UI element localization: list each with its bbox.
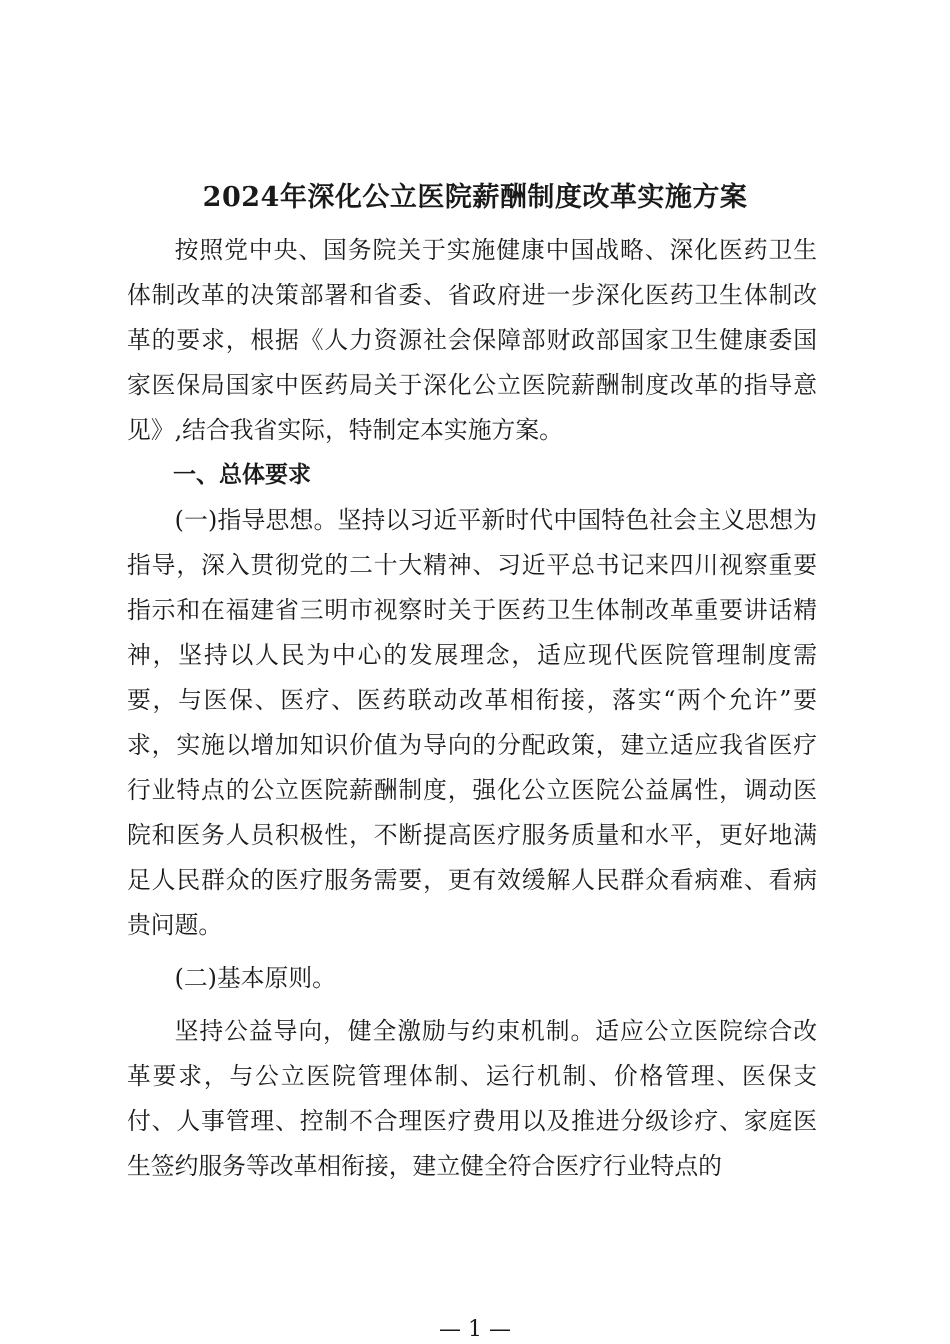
intro-paragraph: 按照党中央、国务院关于实施健康中国战略、深化医药卫生体制改革的决策部署和省委、省政府进一步深化医药卫生体制改革的要求，根据《人力资源社会保障部财政部国家卫生健康委国家医保局国家中医药局关于深化公立医院薪酬制度改革的指导意见》,结合我省实际，特制定本实施方案。 (127, 236, 817, 444)
public-welfare-paragraph: 坚持公益导向，健全激励与约束机制。适应公立医院综合改革要求，与公立医院管理体制、运行机制、价格管理、医保支付、人事管理、控制不合理医疗费用以及推进分级诊疗、家庭医生签约服务等改革相衔接，建立健全符合医疗行业特点的 (127, 1017, 817, 1180)
page-number: — 1 — (439, 1317, 511, 1342)
document-title: 2024年深化公立医院薪酬制度改革实施方案 (202, 182, 748, 213)
document-body (127, 228, 817, 1189)
basic-principles-heading: (二)基本原则。 (174, 964, 336, 992)
guiding-ideology-paragraph: (一)指导思想。坚持以习近平新时代中国特色社会主义思想为指导，深入贯彻党的二十大精神、习近平总书记来四川视察重要指示和在福建省三明市视察时关于医药卫生体制改革重要讲话精神，坚持以人民为中心的发展理念，适应现代医院管理制度需要，与医保、医疗、医药联动改革相衔接，落实“两个允许”要求，实施以增加知识价值为导向的分配政策，建立适应我省医疗行业特点的公立医院薪酬制度，强化公立医院公益属性，调动医院和医务人员积极性，不断提高医疗服务质量和水平，更好地满足人民群众的医疗服务需要，更有效缓解人民群众看病难、看病贵问题。 (127, 506, 817, 939)
paragraph-spacer (127, 1001, 817, 1009)
section-heading-general-requirements: 一、总体要求 (173, 462, 311, 488)
paragraph-spacer (127, 948, 817, 956)
